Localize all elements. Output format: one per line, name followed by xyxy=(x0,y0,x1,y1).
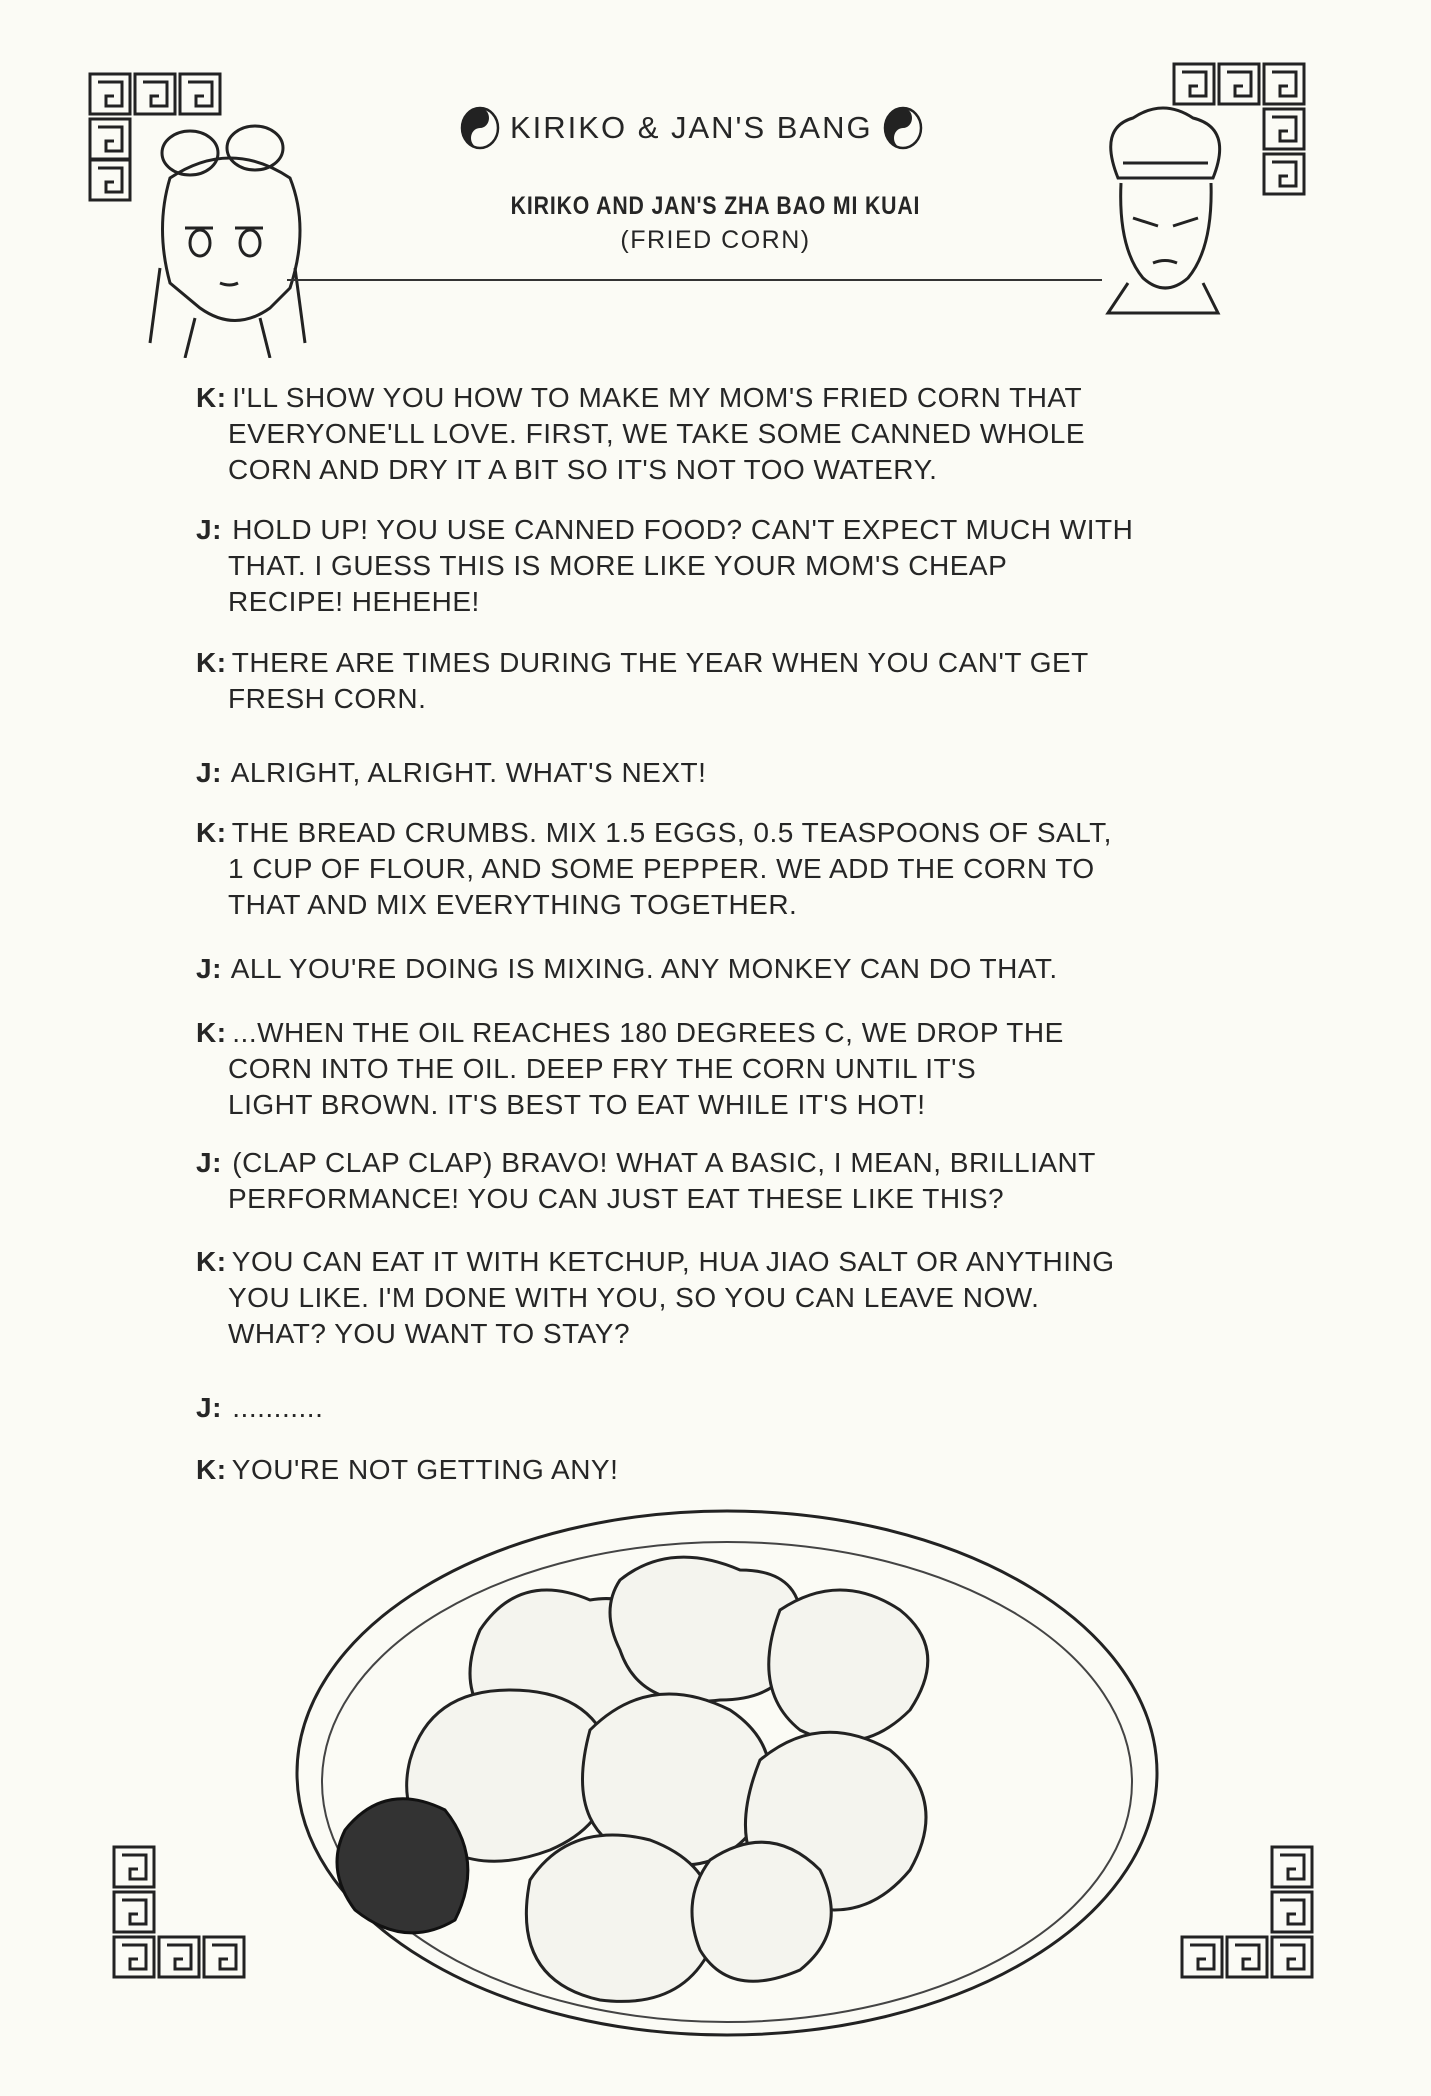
dialogue-line-jan xyxy=(196,951,1058,987)
speaker-label: K: xyxy=(196,647,227,678)
dialogue-text-line: ALL YOU'RE DOING IS MIXING. ANY MONKEY CAN DO THAT. xyxy=(230,953,1058,984)
dialogue-text xyxy=(196,452,1085,488)
dialogue-text xyxy=(196,1244,1115,1280)
column-title xyxy=(460,106,923,150)
dialogue-text xyxy=(196,851,1112,887)
dialogue-line-kiriko xyxy=(196,815,1112,923)
dialogue-line-jan xyxy=(196,755,706,791)
dialogue-text-line: CORN AND DRY IT A BIT SO IT'S NOT TOO WATERY. xyxy=(228,454,938,485)
dialogue-text-line: ...WHEN THE OIL REACHES 180 DEGREES C, WE DROP THE xyxy=(232,1017,1064,1048)
recipe-subtitle: (FRIED CORN) xyxy=(620,226,811,254)
dialogue-text-line: PERFORMANCE! YOU CAN JUST EAT THESE LIKE THIS? xyxy=(228,1183,1005,1214)
dialogue-line-kiriko xyxy=(196,1244,1115,1352)
dialogue-text-line: HOLD UP! YOU USE CANNED FOOD? CAN'T EXPECT MUCH WITH xyxy=(232,514,1134,545)
dialogue-text-line: EVERYONE'LL LOVE. FIRST, WE TAKE SOME CANNED WHOLE xyxy=(228,418,1086,449)
dialogue-text-line: YOU CAN EAT IT WITH KETCHUP, HUA JIAO SALT OR ANYTHING xyxy=(231,1246,1115,1277)
dialogue-line-kiriko xyxy=(196,380,1085,488)
speaker-label: K: xyxy=(196,817,227,848)
dialogue-line-jan xyxy=(196,512,1133,620)
dialogue-text xyxy=(196,1316,1115,1352)
dialogue-text-line: 1 CUP OF FLOUR, AND SOME PEPPER. WE ADD THE CORN TO xyxy=(228,853,1095,884)
dialogue-text-line: CORN INTO THE OIL. DEEP FRY THE CORN UNTIL IT'S xyxy=(228,1053,977,1084)
dialogue-text xyxy=(196,681,1089,717)
dialogue-text xyxy=(196,1145,1096,1181)
speaker-label: K: xyxy=(196,1246,227,1277)
fried-corn-plate-illustration xyxy=(290,1500,1170,2060)
header-divider xyxy=(287,279,1102,281)
speaker-label: J: xyxy=(196,1392,222,1423)
dialogue-text-line: FRESH CORN. xyxy=(228,683,427,714)
dialogue-text-line: ALRIGHT, ALRIGHT. WHAT'S NEXT! xyxy=(230,757,707,788)
dialogue-text xyxy=(196,380,1085,416)
dialogue-line-kiriko xyxy=(196,1015,1064,1123)
dialogue-text-line: I'LL SHOW YOU HOW TO MAKE MY MOM'S FRIED CORN THAT xyxy=(232,382,1083,413)
dialogue-text xyxy=(196,1181,1096,1217)
yin-yang-icon xyxy=(883,106,923,150)
dialogue-text xyxy=(196,548,1133,584)
dialogue-text xyxy=(196,1452,618,1488)
dialogue-text xyxy=(196,815,1112,851)
dialogue-text xyxy=(196,645,1089,681)
dialogue-text-line: LIGHT BROWN. IT'S BEST TO EAT WHILE IT'S HOT! xyxy=(228,1089,926,1120)
dialogue-line-kiriko xyxy=(196,645,1089,717)
meander-ornament-bottom-left xyxy=(112,1845,247,1980)
dialogue-line-kiriko xyxy=(196,1452,618,1488)
dialogue-text-line: YOU'RE NOT GETTING ANY! xyxy=(231,1454,619,1485)
yin-yang-icon xyxy=(460,106,500,150)
speaker-label: J: xyxy=(196,514,222,545)
dialogue-text xyxy=(196,1280,1115,1316)
dialogue-line-jan xyxy=(196,1390,323,1426)
dialogue-text-line: THE BREAD CRUMBS. MIX 1.5 EGGS, 0.5 TEASPOONS OF SALT, xyxy=(231,817,1112,848)
column-title-text: KIRIKO & JAN'S BANG xyxy=(510,110,873,145)
dialogue-text-line: ........... xyxy=(232,1392,324,1423)
dialogue-text xyxy=(196,1390,323,1426)
dialogue-text xyxy=(196,1015,1064,1051)
speaker-label: J: xyxy=(196,953,222,984)
dialogue-text xyxy=(196,512,1133,548)
speaker-label: K: xyxy=(196,382,227,413)
dialogue-text xyxy=(196,416,1085,452)
speaker-label: J: xyxy=(196,1147,222,1178)
dialogue-text-line: THAT AND MIX EVERYTHING TOGETHER. xyxy=(228,889,798,920)
dialogue-text-line: (CLAP CLAP CLAP) BRAVO! WHAT A BASIC, I MEAN, BRILLIANT xyxy=(232,1147,1096,1178)
speaker-label: K: xyxy=(196,1017,227,1048)
dialogue-text xyxy=(196,584,1133,620)
speaker-label: J: xyxy=(196,757,222,788)
dialogue-text-line: THAT. I GUESS THIS IS MORE LIKE YOUR MOM'S CHEAP xyxy=(228,550,1008,581)
dialogue-text-line: WHAT? YOU WANT TO STAY? xyxy=(228,1318,631,1349)
meander-ornament-bottom-right xyxy=(1180,1845,1315,1980)
dialogue-text-line: RECIPE! HEHEHE! xyxy=(228,586,480,617)
dialogue-text xyxy=(196,1087,1064,1123)
dialogue-text-line: THERE ARE TIMES DURING THE YEAR WHEN YOU CAN'T GET xyxy=(231,647,1089,678)
dialogue-text xyxy=(196,951,1058,987)
dialogue-line-jan xyxy=(196,1145,1096,1217)
dialogue-text xyxy=(196,1051,1064,1087)
recipe-title: KIRIKO AND JAN'S ZHA BAO MI KUAI xyxy=(510,192,921,220)
speaker-label: K: xyxy=(196,1454,227,1485)
dialogue-text-line: YOU LIKE. I'M DONE WITH YOU, SO YOU CAN LEAVE NOW. xyxy=(228,1282,1040,1313)
dialogue-text xyxy=(196,755,706,791)
dialogue-text xyxy=(196,887,1112,923)
